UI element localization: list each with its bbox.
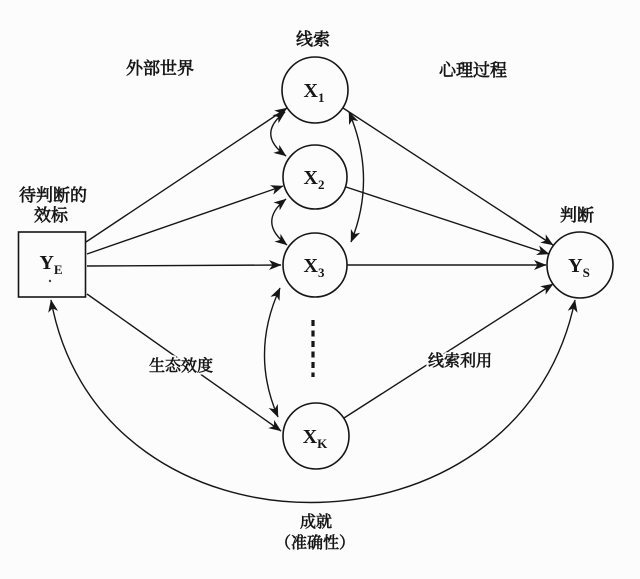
node-ys-label: $Y_S$ [568,255,590,280]
arrow-xk-to-ys [344,284,553,418]
cue-utilization-label: 线索利用 [427,353,493,370]
curve-x1-x3 [349,112,364,242]
achievement-arc [51,300,575,503]
arrow-ye-to-x2 [87,186,283,254]
external-world-label: 外部世界 [126,59,194,78]
curve-x2-x3 [272,199,287,245]
node-xk-label: $X_K$ [302,426,328,451]
curve-x3-xk [264,288,280,417]
achievement-accuracy-label: （准确性） [274,535,356,552]
print-artifact-dot [49,280,51,282]
node-x2-label: $X_2$ [303,167,325,192]
ecological-validity-label: 生态效度 [148,358,214,375]
criterion-label-line1: 待判断的 [19,186,87,205]
arrow-ye-to-x3 [87,265,281,266]
cues-header-label: 线索 [296,30,330,49]
node-x1-label: $X_1$ [303,80,325,105]
arrow-x1-to-ys [343,108,553,245]
judgment-label: 判断 [560,206,594,225]
node-x3-label: $X_3$ [303,255,325,280]
criterion-label-line2: 效标 [34,206,68,225]
mental-process-label: 心理过程 [439,61,507,80]
achievement-label: 成就 [299,514,333,531]
node-ye-label: $Y_E$ [39,252,63,277]
nodes-group [19,57,614,469]
arrow-x2-to-ys [346,187,549,254]
curve-x1-x2 [271,112,286,156]
arrow-ye-to-x1 [86,108,287,242]
